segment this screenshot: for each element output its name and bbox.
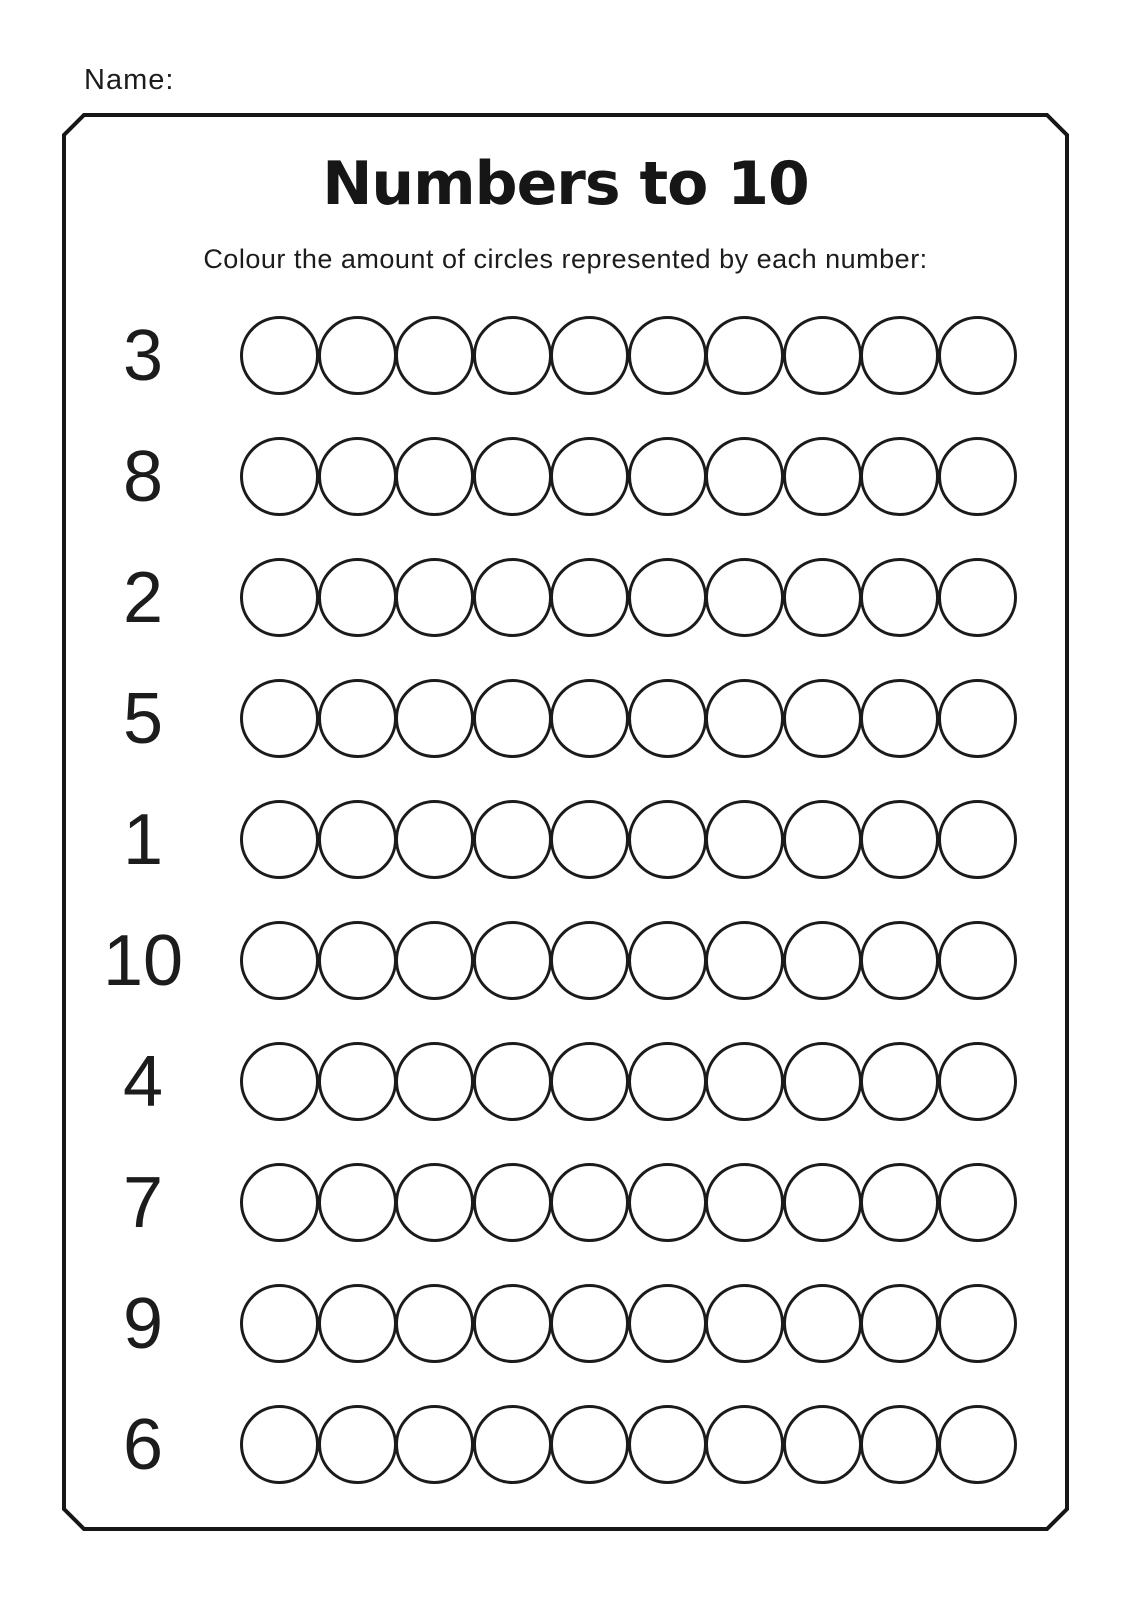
colour-circle[interactable] [240,1163,319,1242]
colour-circle[interactable] [240,558,319,637]
colour-circle[interactable] [860,679,939,758]
colour-circle[interactable] [550,558,629,637]
colour-circle[interactable] [938,679,1017,758]
colour-circle[interactable] [240,1284,319,1363]
colour-circle[interactable] [628,800,707,879]
colour-circle[interactable] [628,1163,707,1242]
colour-circle[interactable] [473,1284,552,1363]
colour-circle[interactable] [783,679,862,758]
colour-circle[interactable] [783,800,862,879]
colour-circle[interactable] [473,679,552,758]
row-number-label: 2 [122,557,164,638]
colour-circle[interactable] [860,921,939,1000]
colour-circle[interactable] [783,1163,862,1242]
colour-circle[interactable] [395,1042,474,1121]
colour-circle[interactable] [628,921,707,1000]
colour-circle[interactable] [473,1163,552,1242]
colour-circle[interactable] [705,558,784,637]
colour-circle[interactable] [473,558,552,637]
row-number-label: 8 [122,436,164,517]
worksheet-row [62,658,1069,779]
colour-circle[interactable] [783,558,862,637]
circle-strip [240,316,1017,395]
colour-circle[interactable] [318,437,397,516]
colour-circle[interactable] [473,437,552,516]
row-number-label: 9 [122,1283,164,1364]
row-number-label: 5 [122,678,164,759]
colour-circle[interactable] [318,316,397,395]
colour-circle[interactable] [938,1284,1017,1363]
colour-circle[interactable] [318,1284,397,1363]
colour-circle[interactable] [783,316,862,395]
colour-circle[interactable] [395,316,474,395]
colour-circle[interactable] [395,921,474,1000]
worksheet-row [62,1021,1069,1142]
colour-circle[interactable] [550,679,629,758]
colour-circle[interactable] [550,437,629,516]
colour-circle[interactable] [395,1284,474,1363]
colour-circle[interactable] [705,679,784,758]
row-number-label: 3 [122,315,164,396]
circle-strip [240,800,1017,879]
colour-circle[interactable] [550,921,629,1000]
colour-circle[interactable] [318,1163,397,1242]
colour-circle[interactable] [938,316,1017,395]
colour-circle[interactable] [860,558,939,637]
row-number-label: 1 [122,799,164,880]
colour-circle[interactable] [860,437,939,516]
colour-circle[interactable] [550,800,629,879]
page-title: Numbers to 10 [322,149,809,219]
colour-circle[interactable] [860,1042,939,1121]
colour-circle[interactable] [395,679,474,758]
colour-circle[interactable] [705,437,784,516]
worksheet-row [62,900,1069,1021]
colour-circle[interactable] [473,921,552,1000]
colour-circle[interactable] [783,1284,862,1363]
colour-circle[interactable] [705,1405,784,1484]
circle-strip [240,1405,1017,1484]
colour-circle[interactable] [860,1163,939,1242]
colour-circle[interactable] [550,1405,629,1484]
colour-circle[interactable] [860,1405,939,1484]
colour-circle[interactable] [240,437,319,516]
colour-circle[interactable] [550,1042,629,1121]
colour-circle[interactable] [318,679,397,758]
colour-circle[interactable] [240,679,319,758]
worksheet-row [62,295,1069,416]
colour-circle[interactable] [395,437,474,516]
colour-circle[interactable] [783,1042,862,1121]
worksheet-row [62,779,1069,900]
colour-circle[interactable] [705,316,784,395]
colour-circle[interactable] [318,558,397,637]
colour-circle[interactable] [550,1163,629,1242]
colour-circle[interactable] [705,800,784,879]
colour-circle[interactable] [318,921,397,1000]
colour-circle[interactable] [705,1163,784,1242]
colour-circle[interactable] [628,1042,707,1121]
colour-circle[interactable] [628,1405,707,1484]
row-number-label: 4 [122,1041,164,1122]
circle-strip [240,1042,1017,1121]
colour-circle[interactable] [395,558,474,637]
circle-strip [240,437,1017,516]
row-number-label: 6 [122,1404,164,1485]
colour-circle[interactable] [938,1405,1017,1484]
circle-strip [240,558,1017,637]
worksheet-row [62,416,1069,537]
colour-circle[interactable] [318,1042,397,1121]
colour-circle[interactable] [473,1405,552,1484]
colour-circle[interactable] [938,1163,1017,1242]
colour-circle[interactable] [628,437,707,516]
colour-circle[interactable] [860,316,939,395]
colour-circle[interactable] [783,1405,862,1484]
circle-strip [240,679,1017,758]
colour-circle[interactable] [705,1042,784,1121]
colour-circle[interactable] [705,921,784,1000]
colour-circle[interactable] [938,921,1017,1000]
colour-circle[interactable] [318,800,397,879]
colour-circle[interactable] [395,1163,474,1242]
colour-circle[interactable] [628,679,707,758]
colour-circle[interactable] [628,316,707,395]
colour-circle[interactable] [473,316,552,395]
worksheet-row [62,1142,1069,1263]
colour-circle[interactable] [705,1284,784,1363]
worksheet-row [62,537,1069,658]
colour-circle[interactable] [938,558,1017,637]
colour-circle[interactable] [550,1284,629,1363]
colour-circle[interactable] [473,800,552,879]
row-number-label: 7 [122,1162,164,1243]
colour-circle[interactable] [860,800,939,879]
colour-circle[interactable] [240,800,319,879]
colour-circle[interactable] [240,1405,319,1484]
colour-circle[interactable] [628,558,707,637]
colour-circle[interactable] [240,1042,319,1121]
colour-circle[interactable] [395,800,474,879]
colour-circle[interactable] [395,1405,474,1484]
colour-circle[interactable] [473,1042,552,1121]
row-number-label: 10 [102,920,184,1001]
worksheet-row [62,1384,1069,1505]
colour-circle[interactable] [550,316,629,395]
colour-circle[interactable] [938,800,1017,879]
instruction-text: Colour the amount of circles represented by each number: [203,244,928,274]
worksheet-rows [62,295,1069,1505]
colour-circle[interactable] [938,1042,1017,1121]
circle-strip [240,921,1017,1000]
circle-strip [240,1163,1017,1242]
colour-circle[interactable] [783,921,862,1000]
worksheet-frame [62,113,1069,1531]
worksheet-row [62,1263,1069,1384]
colour-circle[interactable] [318,1405,397,1484]
circle-strip [240,1284,1017,1363]
colour-circle[interactable] [938,437,1017,516]
colour-circle[interactable] [240,316,319,395]
colour-circle[interactable] [240,921,319,1000]
colour-circle[interactable] [628,1284,707,1363]
name-label: Name: [84,64,175,96]
colour-circle[interactable] [860,1284,939,1363]
colour-circle[interactable] [783,437,862,516]
